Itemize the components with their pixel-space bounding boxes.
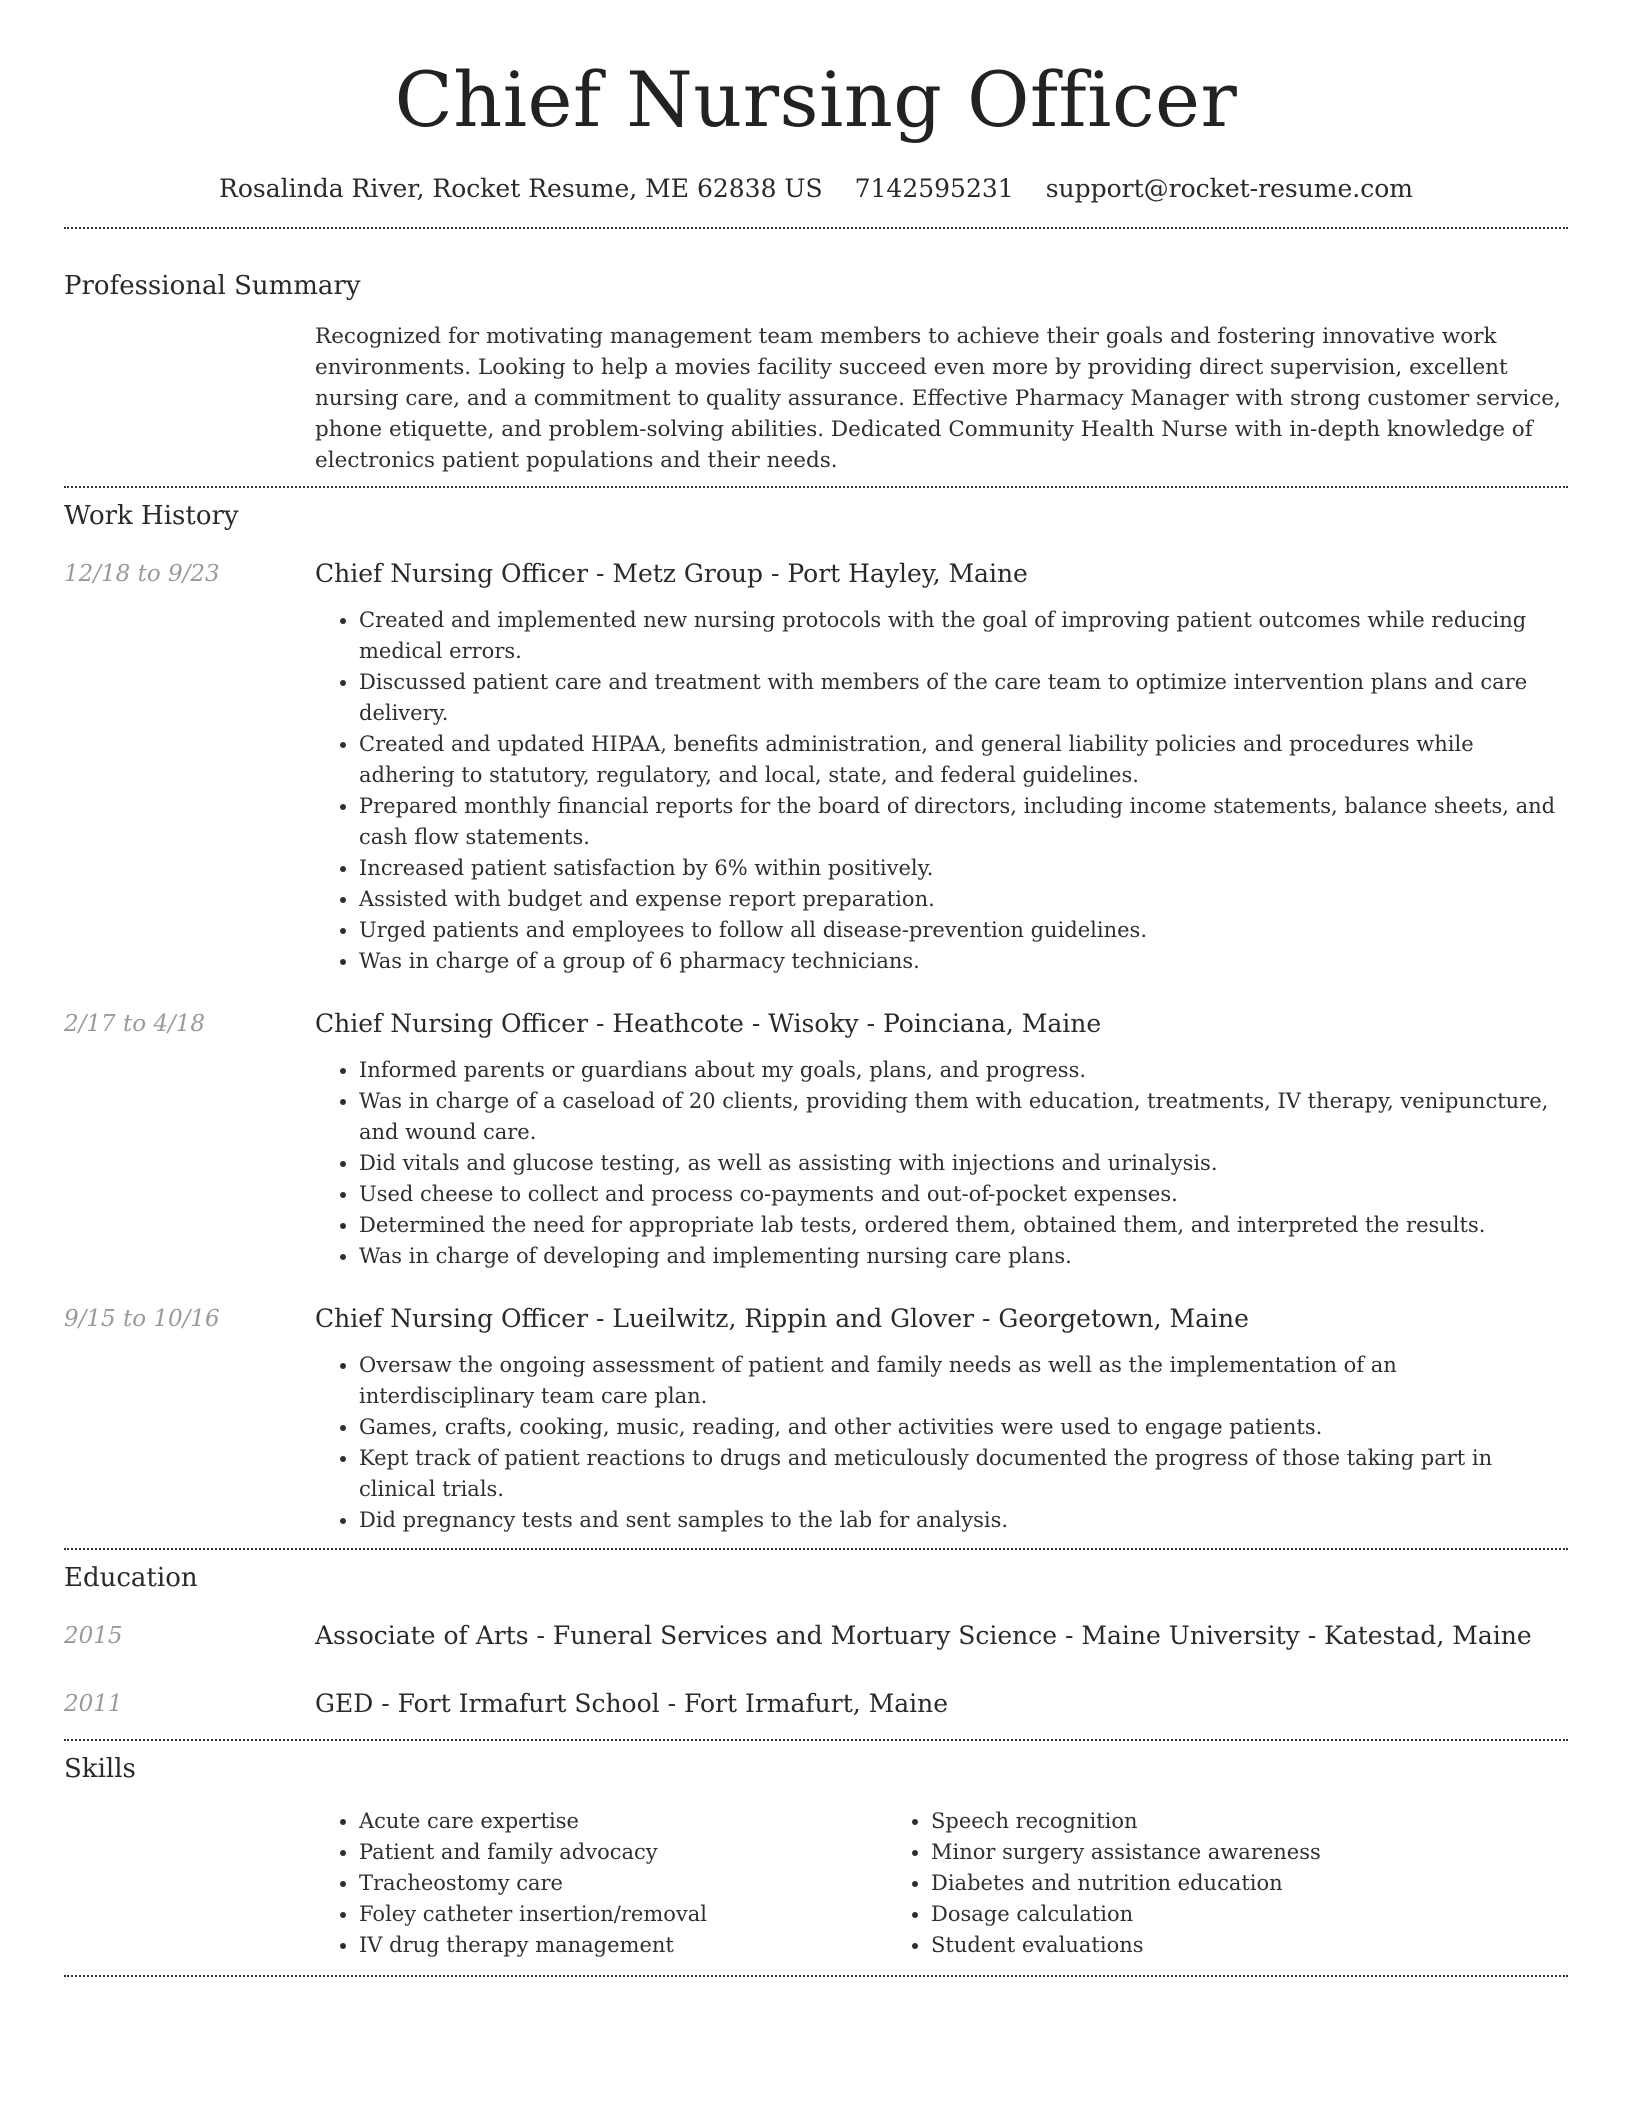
job-bullets bbox=[315, 1350, 1568, 1536]
job-body bbox=[315, 1302, 1568, 1536]
work-history-section bbox=[64, 499, 1568, 1536]
education-entry bbox=[64, 1687, 1568, 1721]
skill-item: • Minor surgery assistance awareness bbox=[931, 1837, 1321, 1868]
job-bullet: • Determined the need for appropriate lab tests, ordered them, obtained them, and interpreted the results. bbox=[359, 1210, 1568, 1241]
job-bullet: • Did vitals and glucose testing, as well as assisting with injections and urinalysis. bbox=[359, 1148, 1568, 1179]
job-title: Chief Nursing Officer - Heathcote - Wisoky - Poinciana, Maine bbox=[315, 1009, 1102, 1038]
education-entry bbox=[64, 1619, 1568, 1653]
skill-item: • Acute care expertise bbox=[359, 1806, 887, 1837]
contact-email: support@rocket-resume.com bbox=[1045, 174, 1413, 203]
section-heading-education: Education bbox=[64, 1563, 198, 1593]
job-dates: 9/15 to 10/16 bbox=[64, 1306, 220, 1332]
skills-section bbox=[64, 1752, 1568, 1961]
section-heading-summary: Professional Summary bbox=[64, 271, 361, 301]
education-title: Associate of Arts - Funeral Services and Mortuary Science - Maine University - Katestad, Maine bbox=[315, 1621, 1532, 1650]
job-dates: 2/17 to 4/18 bbox=[64, 1011, 206, 1037]
skill-item: • Diabetes and nutrition education bbox=[931, 1868, 1321, 1899]
job-entry bbox=[64, 557, 1568, 977]
education-year: 2011 bbox=[64, 1691, 123, 1717]
job-bullet: • Assisted with budget and expense report preparation. bbox=[359, 884, 1568, 915]
job-title: Chief Nursing Officer - Metz Group - Port Hayley, Maine bbox=[315, 559, 1028, 588]
job-body bbox=[315, 1007, 1568, 1272]
skill-item: • Speech recognition bbox=[931, 1806, 1321, 1837]
job-body bbox=[315, 557, 1568, 977]
job-bullet: • Did pregnancy tests and sent samples to the lab for analysis. bbox=[359, 1505, 1568, 1536]
summary-section bbox=[64, 269, 1568, 476]
skills-list-right bbox=[887, 1806, 1321, 1961]
job-bullet: • Used cheese to collect and process co-payments and out-of-pocket expenses. bbox=[359, 1179, 1568, 1210]
skill-item: • Foley catheter insertion/removal bbox=[359, 1899, 887, 1930]
contact-address: Rosalinda River, Rocket Resume, ME 62838 US bbox=[219, 174, 823, 203]
resume-title: Chief Nursing Officer bbox=[394, 55, 1238, 144]
contact-phone: 7142595231 bbox=[854, 174, 1014, 203]
job-entry bbox=[64, 1302, 1568, 1536]
job-bullet: • Created and updated HIPAA, benefits administration, and general liability policies and procedures while adhering to statutory, regulatory, and local, state, and federal guidelines. bbox=[359, 729, 1568, 791]
job-bullets bbox=[315, 1055, 1568, 1272]
job-bullets bbox=[315, 605, 1568, 977]
job-bullet: • Prepared monthly financial reports for the board of directors, including income statements, balance sheets, and cash flow statements. bbox=[359, 791, 1568, 853]
divider bbox=[64, 1975, 1568, 1977]
education-section bbox=[64, 1561, 1568, 1721]
job-dates: 12/18 to 9/23 bbox=[64, 561, 220, 587]
skill-item: • Dosage calculation bbox=[931, 1899, 1321, 1930]
job-bullet: • Was in charge of developing and implementing nursing care plans. bbox=[359, 1241, 1568, 1272]
job-entry bbox=[64, 1007, 1568, 1272]
job-bullet: • Discussed patient care and treatment with members of the care team to optimize intervention plans and care delivery. bbox=[359, 667, 1568, 729]
job-bullet: • Was in charge of a group of 6 pharmacy technicians. bbox=[359, 946, 1568, 977]
skill-item: • Tracheostomy care bbox=[359, 1868, 887, 1899]
skills-columns bbox=[315, 1806, 1568, 1961]
section-heading-skills: Skills bbox=[64, 1754, 136, 1784]
job-bullet: • Created and implemented new nursing protocols with the goal of improving patient outcomes while reducing medical errors. bbox=[359, 605, 1568, 667]
skill-item: • Student evaluations bbox=[931, 1930, 1321, 1961]
skill-item: • Patient and family advocacy bbox=[359, 1837, 887, 1868]
divider bbox=[64, 1739, 1568, 1741]
skill-item: • IV drug therapy management bbox=[359, 1930, 887, 1961]
divider bbox=[64, 1548, 1568, 1550]
job-bullet: • Urged patients and employees to follow all disease-prevention guidelines. bbox=[359, 915, 1568, 946]
education-title: GED - Fort Irmafurt School - Fort Irmafurt, Maine bbox=[315, 1689, 949, 1718]
job-bullet: • Was in charge of a caseload of 20 clients, providing them with education, treatments, IV therapy, venipuncture, and wound care. bbox=[359, 1086, 1568, 1148]
contact-line bbox=[64, 172, 1568, 206]
job-bullet: • Informed parents or guardians about my goals, plans, and progress. bbox=[359, 1055, 1568, 1086]
job-bullet: • Increased patient satisfaction by 6% within positively. bbox=[359, 853, 1568, 884]
job-bullet: • Oversaw the ongoing assessment of patient and family needs as well as the implementation of an interdisciplinary team care plan. bbox=[359, 1350, 1568, 1412]
skills-list-left bbox=[315, 1806, 887, 1961]
job-bullet: • Kept track of patient reactions to drugs and meticulously documented the progress of those taking part in clinical trials. bbox=[359, 1443, 1568, 1505]
summary-text: Recognized for motivating management team members to achieve their goals and fostering innovative work environments. Looking to help a movies facility succeed even more by providing direct supervision, excellent nursing care, and a commitment to quality assurance. Effective Pharmacy Manager with strong customer service, phone etiquette, and problem-solving abilities. Dedicated Community Health Nurse with in-depth knowledge of electronics patient populations and their needs. bbox=[315, 324, 1561, 473]
job-bullet: • Games, crafts, cooking, music, reading, and other activities were used to engage patients. bbox=[359, 1412, 1568, 1443]
job-title: Chief Nursing Officer - Lueilwitz, Rippin and Glover - Georgetown, Maine bbox=[315, 1304, 1249, 1333]
divider bbox=[64, 227, 1568, 229]
divider bbox=[64, 486, 1568, 488]
section-heading-work-history: Work History bbox=[64, 501, 239, 531]
education-year: 2015 bbox=[64, 1623, 123, 1649]
